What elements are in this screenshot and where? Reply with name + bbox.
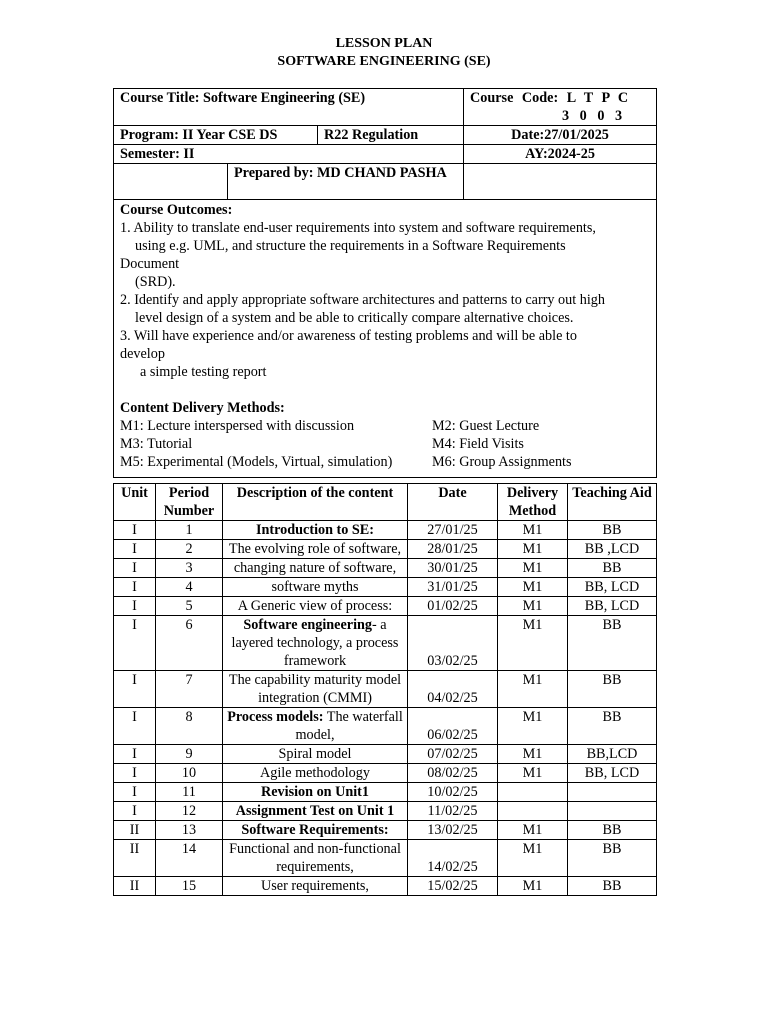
document-title: LESSON PLAN	[335, 36, 433, 51]
row-description-bold: Software engineering	[243, 617, 372, 633]
row-delivery-method: M1	[498, 597, 568, 616]
row-unit: I	[114, 783, 156, 802]
schedule-row	[114, 821, 657, 840]
row-description-text: The waterfall model,	[295, 709, 403, 743]
outcome-3-line-3: a simple testing report	[140, 364, 267, 380]
row-delivery-method: M1	[498, 671, 568, 708]
row-date: 13/02/25	[408, 821, 498, 840]
row-description	[223, 764, 408, 783]
row-delivery-method: M1	[498, 540, 568, 559]
row-description-bold: Introduction to SE:	[256, 522, 374, 538]
row-delivery-method: M1	[498, 559, 568, 578]
method-m6: M6: Group Assignments	[432, 454, 572, 470]
row-date: 28/01/25	[408, 540, 498, 559]
row-teaching-aid: BB, LCD	[568, 578, 657, 597]
row-period: 2	[156, 540, 223, 559]
row-description	[223, 708, 408, 745]
course-code	[464, 89, 657, 126]
row-period: 10	[156, 764, 223, 783]
header-teaching-aid: Teaching Aid	[568, 484, 657, 521]
row-date: 04/02/25	[408, 671, 498, 708]
schedule-row	[114, 597, 657, 616]
row-delivery-method: M1	[498, 745, 568, 764]
row-description-bold: Process models:	[227, 709, 324, 725]
row-teaching-aid	[568, 802, 657, 821]
row-period: 1	[156, 521, 223, 540]
row-unit: I	[114, 559, 156, 578]
schedule-row	[114, 783, 657, 802]
row-description-text: - a layered technology, a process framework	[231, 617, 399, 669]
schedule-row	[114, 764, 657, 783]
outcome-1-line-3: Document	[120, 256, 180, 272]
row-unit: I	[114, 745, 156, 764]
method-m4: M4: Field Visits	[432, 436, 524, 452]
row-date: 27/01/25	[408, 521, 498, 540]
row-period: 14	[156, 840, 223, 877]
academic-year: AY:2024-25	[464, 145, 657, 164]
row-description	[223, 802, 408, 821]
row-description	[223, 783, 408, 802]
row-date: 15/02/25	[408, 877, 498, 896]
schedule-row	[114, 559, 657, 578]
plan-date: Date:27/01/2025	[464, 126, 657, 145]
semester: Semester: II	[114, 145, 464, 164]
row-description-bold: Assignment Test on Unit 1	[235, 803, 395, 819]
row-date: 03/02/25	[408, 616, 498, 671]
schedule-row	[114, 840, 657, 877]
row-period: 15	[156, 877, 223, 896]
schedule-row	[114, 877, 657, 896]
row-unit: I	[114, 540, 156, 559]
row-delivery-method: M1	[498, 521, 568, 540]
row-period: 11	[156, 783, 223, 802]
row-teaching-aid: BB, LCD	[568, 764, 657, 783]
row-delivery-method	[498, 802, 568, 821]
row-period: 8	[156, 708, 223, 745]
schedule-header-row	[114, 484, 657, 521]
row-description	[223, 597, 408, 616]
row-unit: I	[114, 802, 156, 821]
row-description	[223, 745, 408, 764]
outcome-1-line-4: (SRD).	[135, 274, 176, 290]
row-date: 07/02/25	[408, 745, 498, 764]
row-teaching-aid: BB,LCD	[568, 745, 657, 764]
schedule-row	[114, 616, 657, 671]
course-title: Course Title: Software Engineering (SE)	[114, 89, 464, 126]
schedule-table	[113, 483, 657, 896]
document-subtitle: SOFTWARE ENGINEERING (SE)	[277, 54, 491, 69]
schedule-row	[114, 671, 657, 708]
row-date: 10/02/25	[408, 783, 498, 802]
row-date: 06/02/25	[408, 708, 498, 745]
header-delivery-method: Delivery Method	[498, 484, 568, 521]
header-unit: Unit	[114, 484, 156, 521]
row-unit: II	[114, 821, 156, 840]
row-date: 01/02/25	[408, 597, 498, 616]
row-description	[223, 559, 408, 578]
method-m3: M3: Tutorial	[120, 436, 193, 452]
outcome-3-line-2: develop	[120, 346, 165, 362]
row-description-text: Functional and non-functional requirements,	[229, 841, 401, 875]
row-unit: II	[114, 877, 156, 896]
row-delivery-method: M1	[498, 877, 568, 896]
row-teaching-aid: BB	[568, 521, 657, 540]
outcomes-heading: Course Outcomes:	[120, 202, 233, 218]
header-period: Period Number	[156, 484, 223, 521]
row-teaching-aid: BB	[568, 559, 657, 578]
row-description-bold: Revision on Unit1	[261, 784, 369, 800]
row-teaching-aid: BB ,LCD	[568, 540, 657, 559]
outcome-2-line-2: level design of a system and be able to critically compare alternative choices.	[135, 310, 574, 326]
delivery-heading: Content Delivery Methods:	[120, 400, 285, 416]
row-teaching-aid: BB	[568, 877, 657, 896]
row-delivery-method: M1	[498, 840, 568, 877]
row-description-text: software myths	[271, 579, 359, 595]
row-date: 11/02/25	[408, 802, 498, 821]
row-description-text: The capability maturity model integration (CMMI)	[228, 672, 402, 706]
row-delivery-method: M1	[498, 616, 568, 671]
row-description	[223, 840, 408, 877]
row-unit: II	[114, 840, 156, 877]
schedule-row	[114, 578, 657, 597]
schedule-row	[114, 745, 657, 764]
schedule-row	[114, 540, 657, 559]
schedule-row	[114, 521, 657, 540]
row-period: 13	[156, 821, 223, 840]
row-date: 14/02/25	[408, 840, 498, 877]
row-period: 5	[156, 597, 223, 616]
row-description-text: User requirements,	[261, 878, 369, 894]
row-teaching-aid	[568, 783, 657, 802]
row-date: 30/01/25	[408, 559, 498, 578]
row-teaching-aid: BB	[568, 840, 657, 877]
row-period: 6	[156, 616, 223, 671]
row-unit: I	[114, 616, 156, 671]
empty-cell	[464, 164, 657, 200]
row-description	[223, 616, 408, 671]
course-header-table	[113, 88, 657, 478]
outcomes-section	[114, 200, 657, 478]
row-teaching-aid: BB	[568, 671, 657, 708]
row-description	[223, 540, 408, 559]
outcome-1-line-2: using e.g. UML, and structure the requirements in a Software Requirements	[135, 238, 566, 254]
row-teaching-aid: BB, LCD	[568, 597, 657, 616]
program: Program: II Year CSE DS	[114, 126, 318, 145]
row-unit: I	[114, 597, 156, 616]
outcome-1-line-1: 1. Ability to translate end-user requirements into system and software requirements,	[120, 220, 596, 236]
prepared-by: Prepared by: MD CHAND PASHA	[228, 164, 464, 200]
outcome-2-line-1: 2. Identify and apply appropriate software architectures and patterns to carry out high	[120, 292, 605, 308]
row-unit: I	[114, 764, 156, 783]
regulation: R22 Regulation	[318, 126, 464, 145]
row-period: 7	[156, 671, 223, 708]
row-description	[223, 877, 408, 896]
method-m5: M5: Experimental (Models, Virtual, simulation)	[120, 454, 393, 470]
row-teaching-aid: BB	[568, 616, 657, 671]
row-description	[223, 521, 408, 540]
row-period: 3	[156, 559, 223, 578]
row-delivery-method: M1	[498, 821, 568, 840]
row-description-bold: Software Requirements:	[241, 822, 389, 838]
row-delivery-method: M1	[498, 578, 568, 597]
outcome-3-line-1: 3. Will have experience and/or awareness of testing problems and will be able to	[120, 328, 577, 344]
row-delivery-method: M1	[498, 764, 568, 783]
row-date: 08/02/25	[408, 764, 498, 783]
row-delivery-method: M1	[498, 708, 568, 745]
header-date: Date	[408, 484, 498, 521]
row-teaching-aid: BB	[568, 708, 657, 745]
method-m1: M1: Lecture interspersed with discussion	[120, 418, 355, 434]
row-description-text: Spiral model	[278, 746, 352, 762]
row-description	[223, 578, 408, 597]
row-unit: I	[114, 708, 156, 745]
header-description: Description of the content	[223, 484, 408, 521]
row-description-text: Agile methodology	[260, 765, 370, 781]
row-date: 31/01/25	[408, 578, 498, 597]
method-m2: M2: Guest Lecture	[432, 418, 540, 434]
row-description-text: A Generic view of process:	[237, 598, 393, 614]
ltpc-values: 3 0 0 3	[562, 108, 623, 124]
row-description-text: changing nature of software,	[233, 560, 397, 576]
row-period: 4	[156, 578, 223, 597]
row-description	[223, 821, 408, 840]
row-period: 12	[156, 802, 223, 821]
schedule-row	[114, 708, 657, 745]
row-delivery-method	[498, 783, 568, 802]
row-unit: I	[114, 578, 156, 597]
schedule-row	[114, 802, 657, 821]
empty-cell	[114, 164, 228, 200]
row-description	[223, 671, 408, 708]
row-unit: I	[114, 671, 156, 708]
row-teaching-aid: BB	[568, 821, 657, 840]
course-code-label: Course Code: L T P C	[470, 90, 629, 106]
row-period: 9	[156, 745, 223, 764]
row-unit: I	[114, 521, 156, 540]
delivery-methods	[120, 417, 650, 471]
row-description-text: The evolving role of software,	[228, 541, 402, 557]
